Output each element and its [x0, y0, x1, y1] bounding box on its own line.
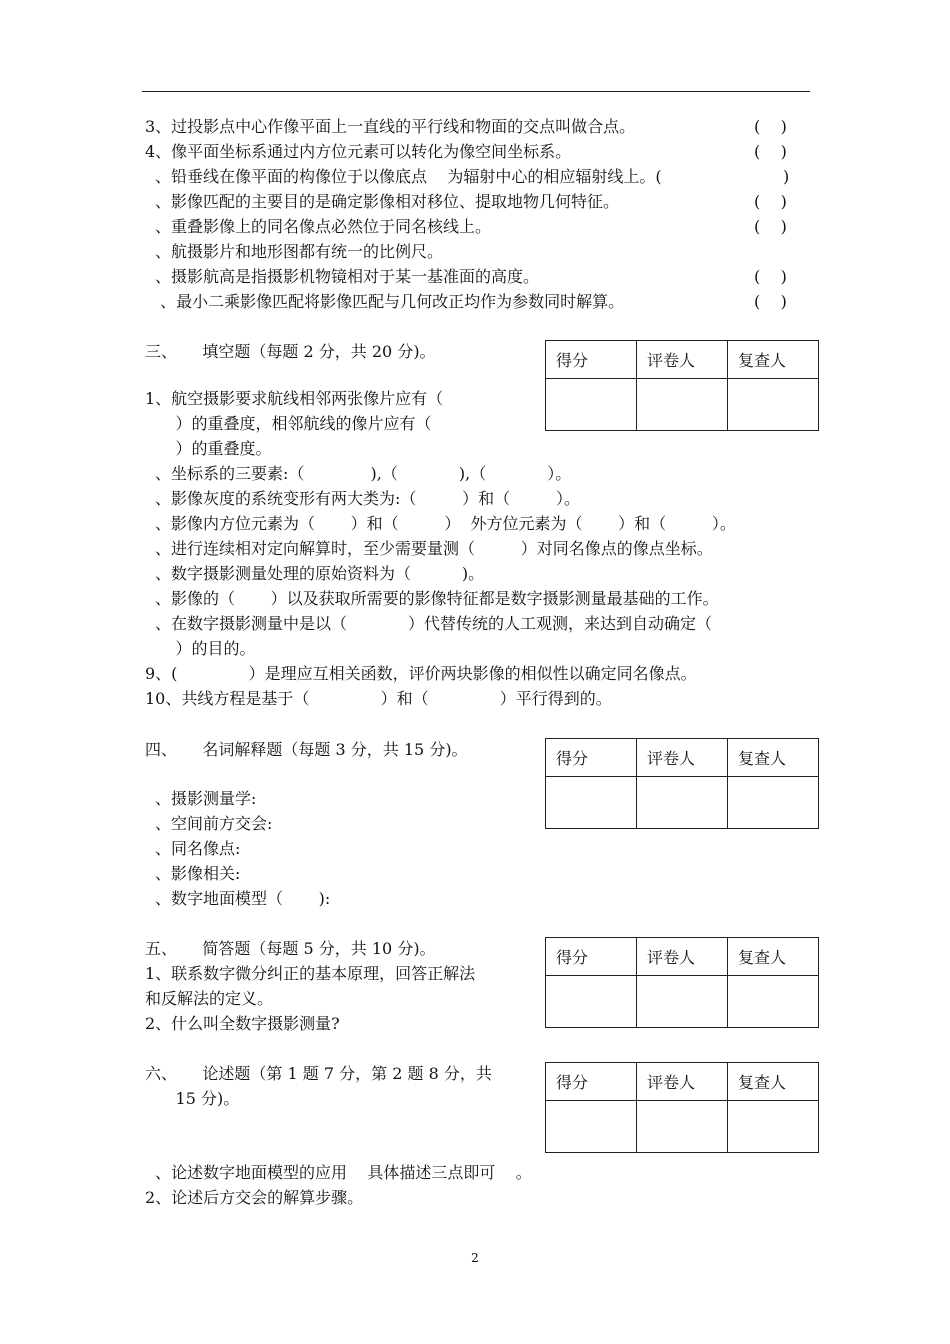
short-line: 1、联系数字微分纠正的基本原理，回答正解法	[145, 964, 476, 983]
reviewer-cell[interactable]	[728, 379, 819, 431]
score-cell[interactable]	[546, 379, 637, 431]
judge-item: 、最小二乘影像匹配将影像匹配与几何改正均作为参数同时解算。	[155, 292, 625, 311]
judge-item: 、影像匹配的主要目的是确定影像相对移位、提取地物几何特征。	[155, 192, 620, 211]
fill-line: 、进行连续相对定向解算时，至少需要量测（ ）对同名像点的像点坐标。	[155, 539, 713, 558]
judge-item: 、摄影航高是指摄影机物镜相对于某一基准面的高度。	[155, 267, 540, 286]
section-heading-terms: 四、 名词解释题（每题 3 分，共 15 分)。	[145, 740, 468, 759]
section-heading-essay-cont: 15 分)。	[145, 1089, 240, 1108]
reviewer-cell[interactable]	[728, 777, 819, 829]
answer-paren: ( )	[754, 117, 787, 136]
term-line: 、同名像点:	[155, 839, 241, 858]
fill-line: 10、共线方程是基于（ ）和（ ）平行得到的。	[145, 689, 612, 708]
page-number: 2	[471, 1251, 479, 1265]
grader-cell[interactable]	[637, 1101, 728, 1153]
fill-line: 、影像灰度的系统变形有两大类为:（ ）和（ ）。	[155, 489, 580, 508]
grader-cell[interactable]	[637, 976, 728, 1028]
judge-item: 、重叠影像上的同名像点必然位于同名核线上。	[155, 217, 492, 236]
fill-line: 9、( ）是理应互相关函数，评价两块影像的相似性以确定同名像点。	[145, 664, 697, 683]
short-line: 和反解法的定义。	[145, 989, 274, 1008]
fill-line: 1、航空摄影要求航线相邻两张像片应有（	[145, 389, 444, 408]
score-table	[545, 340, 819, 431]
fill-line: 、在数字摄影测量中是以（ ）代替传统的人工观测，来达到自动确定（	[155, 614, 713, 633]
judge-item: 、铅垂线在像平面的构像位于以像底点 为辐射中心的相应辐射线上。(	[155, 167, 662, 186]
reviewer-cell-label: 复查人	[728, 341, 819, 379]
answer-paren: ( )	[754, 292, 787, 311]
fill-line: 、影像内方位元素为（ ）和（ ） 外方位元素为（ ）和（ ）。	[155, 514, 736, 533]
fill-line: 、影像的（ ）以及获取所需要的影像特征都是数字摄影测量最基础的工作。	[155, 589, 719, 608]
grader-cell-label: 评卷人	[637, 739, 728, 777]
term-line: 、摄影测量学:	[155, 789, 257, 808]
fill-line: 、坐标系的三要素:（ ),（ ),（ ）。	[155, 464, 572, 483]
score-table	[545, 738, 819, 829]
reviewer-cell[interactable]	[728, 976, 819, 1028]
score-cell[interactable]	[546, 1101, 637, 1153]
header-rule	[142, 91, 810, 92]
grader-cell-label: 评卷人	[637, 938, 728, 976]
grader-cell[interactable]	[637, 777, 728, 829]
answer-paren: )	[783, 167, 790, 186]
judge-item: 3、过投影点中心作像平面上一直线的平行线和物面的交点叫做合点。	[145, 117, 636, 136]
fill-line: ）的目的。	[145, 639, 256, 658]
grader-cell-label: 评卷人	[637, 341, 728, 379]
section-heading-short: 五、 简答题（每题 5 分，共 10 分)。	[145, 939, 436, 958]
term-line: 、空间前方交会:	[155, 814, 273, 833]
essay-line: 2、论述后方交会的解算步骤。	[145, 1188, 364, 1207]
score-cell[interactable]	[546, 777, 637, 829]
answer-paren: ( )	[754, 192, 787, 211]
answer-paren: ( )	[754, 142, 787, 161]
judge-item: 4、像平面坐标系通过内方位元素可以转化为像空间坐标系。	[145, 142, 572, 161]
score-table	[545, 1062, 819, 1153]
reviewer-cell[interactable]	[728, 1101, 819, 1153]
score-cell-label: 得分	[546, 739, 637, 777]
term-line: 、影像相关:	[155, 864, 241, 883]
grader-cell-label: 评卷人	[637, 1063, 728, 1101]
judge-item: 、航摄影片和地形图都有统一的比例尺。	[155, 242, 444, 261]
score-cell[interactable]	[546, 976, 637, 1028]
reviewer-cell-label: 复查人	[728, 739, 819, 777]
score-cell-label: 得分	[546, 938, 637, 976]
fill-line: ）的重叠度。	[145, 439, 272, 458]
score-table	[545, 937, 819, 1028]
grader-cell[interactable]	[637, 379, 728, 431]
reviewer-cell-label: 复查人	[728, 938, 819, 976]
term-line: 、数字地面模型（ ):	[155, 889, 331, 908]
score-cell-label: 得分	[546, 341, 637, 379]
reviewer-cell-label: 复查人	[728, 1063, 819, 1101]
section-heading-fill: 三、 填空题（每题 2 分，共 20 分)。	[145, 342, 436, 361]
section-heading-essay: 六、 论述题（第 1 题 7 分，第 2 题 8 分，共	[145, 1064, 492, 1083]
short-line: 2、什么叫全数字摄影测量?	[145, 1014, 340, 1033]
fill-line: ）的重叠度，相邻航线的像片应有（	[145, 414, 432, 433]
answer-paren: ( )	[754, 217, 787, 236]
answer-paren: ( )	[754, 267, 787, 286]
fill-line: 、数字摄影测量处理的原始资料为（ )。	[155, 564, 485, 583]
essay-line: 、论述数字地面模型的应用 具体描述三点即可 。	[155, 1163, 532, 1182]
score-cell-label: 得分	[546, 1063, 637, 1101]
